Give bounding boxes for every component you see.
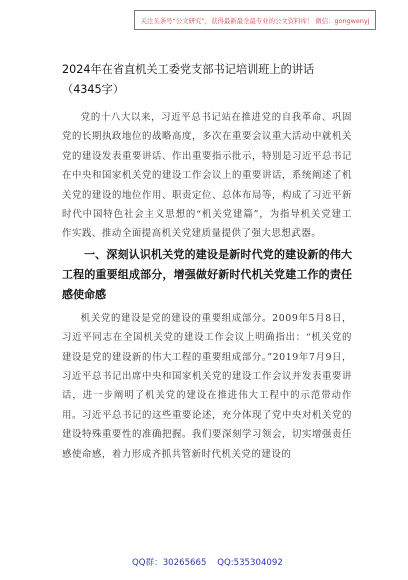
document-title: 2024年在省直机关工委党支部书记培训班上的讲话（4345字） (62, 63, 315, 96)
footer-qq-group: QQ群：30265665 (132, 558, 207, 568)
section-heading-1: 一、深刻认识机关党的建设是新时代党的建设新的伟大工程的重要组成部分，增强做好新时代机关党建工作的责任感使命感 (62, 247, 352, 301)
footer-contact (132, 556, 291, 568)
top-banner: 关注头条号“公文研究”，获得最新最全最专业的公文资料库！ 微信：gongwenyj (134, 10, 376, 30)
document-body (62, 60, 352, 464)
paragraph-section-1: 机关党的建设是党的建设的重要组成部分。2009年5月8日，习近平同志在全国机关党的建设工作会议上明确指出：“机关党的建设是党的建设新的伟大工程的重要组成部分。”2019年7月9日，习近平总书记出席中央和国家机关党的建设工作会议并发表重要讲话，进一步阐明了机关党的建设在推进伟大工程中的示范带动作用。习近平总书记的这些重要论述，充分体现了党中央对机关党的建设特殊重要性的准确把握。我们要深刻学习领会，切实增强责任感使命感，着力形成齐抓共管新时代机关党的建设的 (62, 312, 352, 460)
footer-qq: QQ:535304092 (217, 558, 283, 568)
paragraph-intro: 党的十八大以来，习近平总书记站在推进党的自我革命、巩固党的长期执政地位的战略高度，多次在重要会议重大活动中就机关党的建设发表重要讲话、作出重要指示批示，特别是习近平总书记在中央和国家机关党的建设工作会议上的重要讲话，系统阐述了机关党的建设的地位作用、职责定位、总体布局等，构成了习近平新时代中国特色社会主义思想的“机关党建篇”，为指导机关党建工作实践、推动全面提高机关党建质量提供了强大思想武器。 (62, 112, 352, 240)
